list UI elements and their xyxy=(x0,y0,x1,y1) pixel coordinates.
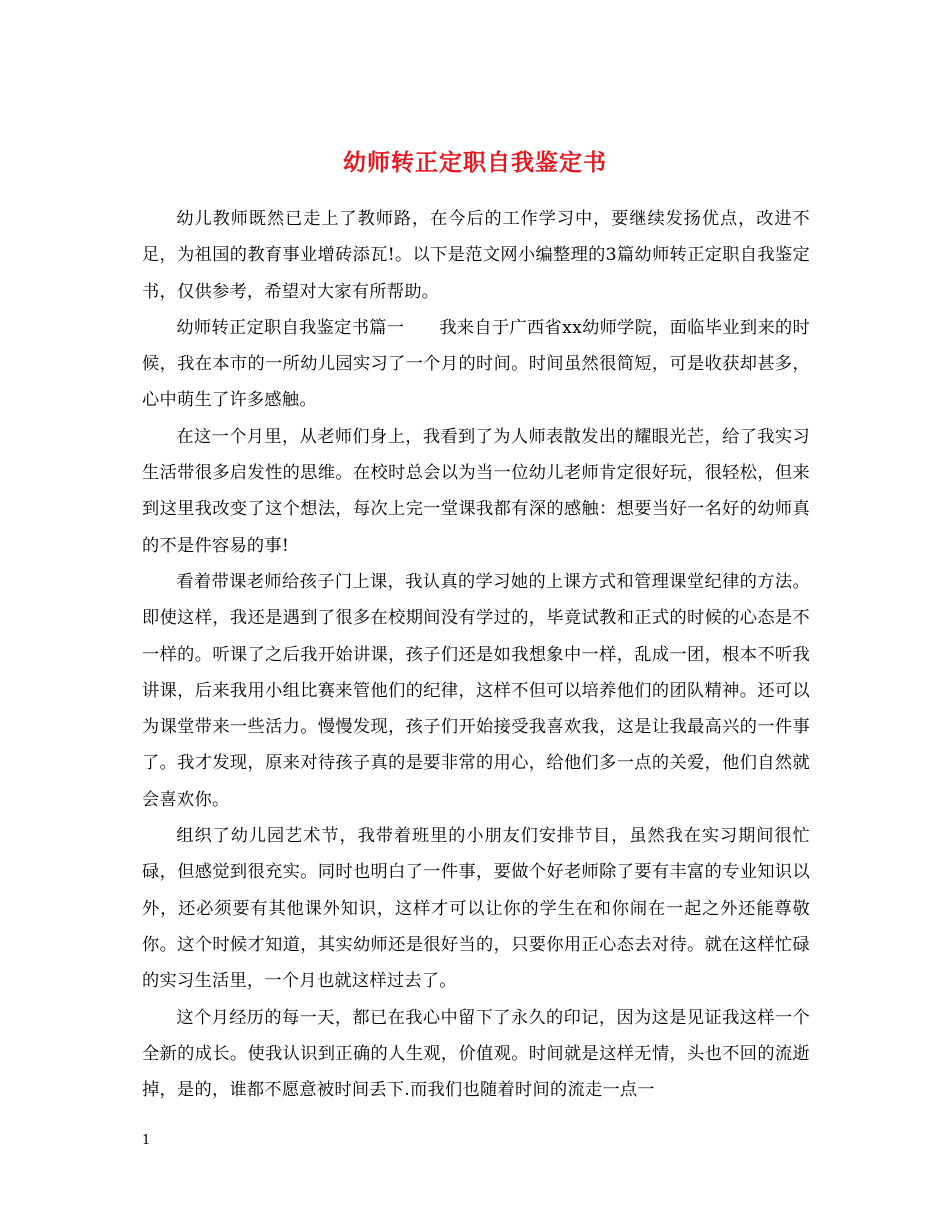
page-number: 1 xyxy=(142,1133,151,1148)
paragraph-teaching: 看着带课老师给孩子门上课，我认真的学习她的上课方式和管理课堂纪律的方法。即使这样，我还是遇到了很多在校期间没有学过的，毕竟试教和正式的时候的心态是不一样的。听课了之后我开始讲课，孩子们还是如我想象中一样，乱成一团，根本不听我讲课，后来我用小组比赛来管他们的纪律，这样不但可以培养他们的团队精神。还可以为课堂带来一些活力。慢慢发现，孩子们开始接受我喜欢我，这是让我最高兴的一件事了。我才发现，原来对待孩子真的是要非常的用心，给他们多一点的关爱，他们自然就会喜欢你。 xyxy=(142,571,810,810)
paragraph-section-one: 幼师转正定职自我鉴定书篇一 我来自于广西省xx幼师学院，面临毕业到来的时候，我在本市的一所幼儿园实习了一个月的时间。时间虽然很简短，可是收获却甚多，心中萌生了许多感触。 xyxy=(142,317,810,411)
paragraph-observation: 在这一个月里，从老师们身上，我看到了为人师表散发出的耀眼光芒，给了我实习生活带很多启发性的思维。在校时总会以为当一位幼儿老师肯定很好玩，很轻松，但来到这里我改变了这个想法，每次上完一堂课我都有深的感触：想要当好一名好的幼师真的不是件容易的事! xyxy=(142,426,810,556)
document-title: 幼师转正定职自我鉴定书 xyxy=(343,149,607,177)
paragraph-art-festival: 组织了幼儿园艺术节，我带着班里的小朋友们安排节目，虽然我在实习期间很忙碌，但感觉到很充实。同时也明白了一件事，要做个好老师除了要有丰富的专业知识以外，还必须要有其他课外知识，这样才可以让你的学生在和你闹在一起之外还能尊敬你。这个时候才知道，其实幼师还是很好当的，只要你用正心态去对待。就在这样忙碌的实习生活里，一个月也就这样过去了。 xyxy=(142,826,810,992)
document-body xyxy=(142,201,810,1108)
paragraph-reflection: 这个月经历的每一天，都已在我心中留下了永久的印记，因为这是见证我这样一个全新的成长。使我认识到正确的人生观，价值观。时间就是这样无情，头也不回的流逝掉，是的，谁都不愿意被时间丢下.而我们也随着时间的流走一点一 xyxy=(142,1007,810,1101)
paragraph-intro: 幼儿教师既然已走上了教师路，在今后的工作学习中，要继续发扬优点，改进不足，为祖国的教育事业增砖添瓦!。以下是范文网小编整理的3篇幼师转正定职自我鉴定书，仅供参考，希望对大家有所帮助。 xyxy=(142,209,810,302)
